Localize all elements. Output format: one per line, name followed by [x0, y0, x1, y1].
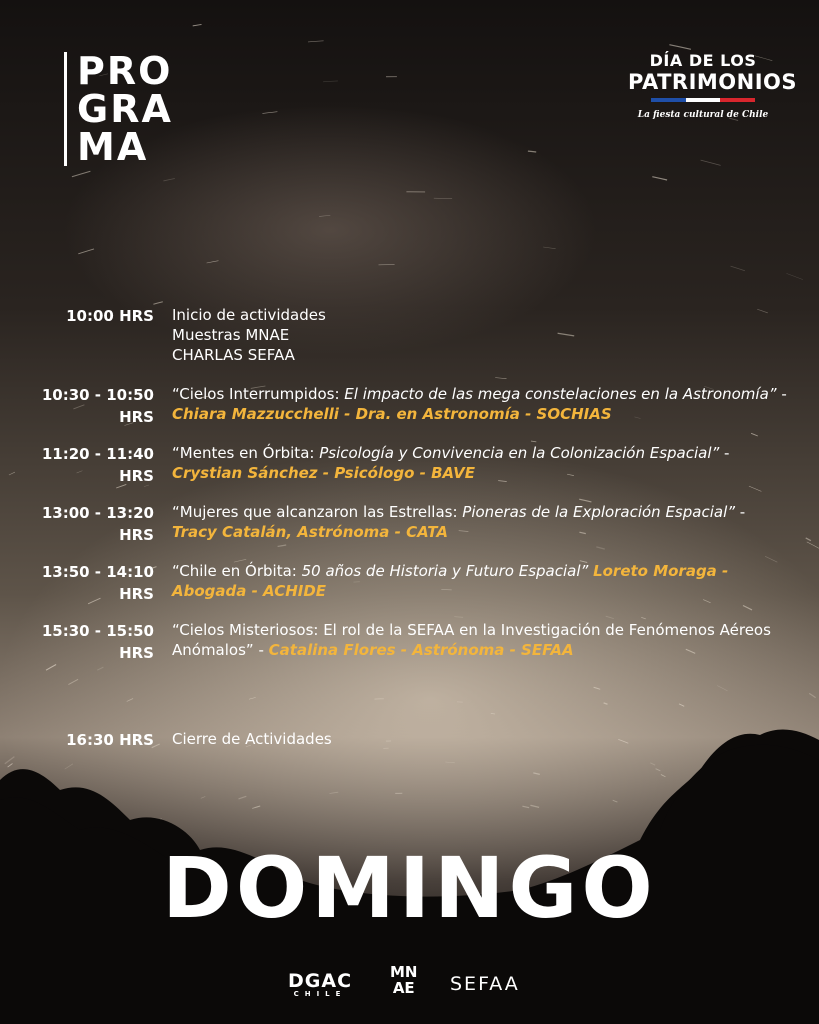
- speaker: Catalina Flores - Astrónoma - SEFAA: [268, 641, 574, 659]
- programa-title: [64, 49, 173, 169]
- schedule-time: 13:50 - 14:10 HRS: [41, 563, 154, 603]
- schedule-time: 10:30 - 10:50 HRS: [41, 386, 154, 426]
- schedule-time: 16:30 HRS: [66, 731, 154, 749]
- schedule-time: 13:00 - 13:20 HRS: [41, 504, 154, 544]
- dgac-logo: DGAC CHILE: [288, 970, 353, 998]
- sponsor-logos: [0, 964, 819, 1004]
- speaker: Chiara Mazzucchelli - Dra. en Astronomía - SOCHIAS: [172, 405, 612, 423]
- programa-line: PRO: [77, 49, 173, 93]
- sefaa-logo: SEFAA: [450, 973, 520, 995]
- schedule-description: “Cielos Interrumpidos: El impacto de las mega constelaciones en la Astronomía” - Chiara Mazzucchelli - Dra. en Astronomía - SOCHIAS: [172, 385, 787, 423]
- day-title: DOMINGO: [162, 839, 657, 937]
- schedule-description: “Chile en Órbita: 50 años de Historia y Futuro Espacial” Loreto Moraga - Abogada - ACHIDE: [172, 562, 729, 600]
- schedule-time: 15:30 - 15:50 HRS: [41, 622, 154, 662]
- speaker: Crystian Sánchez - Psicólogo - BAVE: [172, 464, 475, 482]
- schedule-description: Cierre de Actividades: [172, 730, 332, 748]
- logo-line-1: DÍA DE LOS: [649, 51, 757, 70]
- schedule-description: Inicio de actividades Muestras MNAE CHARLAS SEFAA: [172, 306, 326, 364]
- programa-line: MA: [77, 125, 149, 169]
- programa-line: GRA: [77, 87, 173, 131]
- schedule-time: 10:00 HRS: [66, 307, 154, 325]
- logo-line-2: PATRIMONIOS: [628, 70, 798, 94]
- speaker: Tracy Catalán, Astrónoma - CATA: [172, 523, 448, 541]
- speaker: Loreto Moraga - Abogada - ACHIDE: [172, 562, 729, 600]
- flag-color-bar: [651, 98, 755, 102]
- dia-de-los-patrimonios-logo: [628, 51, 798, 120]
- mnae-logo: MN AE: [390, 963, 418, 997]
- schedule-description: “Cielos Misteriosos: El rol de la SEFAA en la Investigación de Fenómenos Aéreos Anómalos” - Catalina Flores - Astrónoma - SEFAA: [172, 621, 771, 659]
- schedule-time: 11:20 - 11:40 HRS: [41, 445, 154, 485]
- schedule-description: “Mujeres que alcanzaron las Estrellas: Pioneras de la Exploración Espacial” - Tracy Catalán, Astrónoma - CATA: [172, 503, 746, 541]
- schedule-description: “Mentes en Órbita: Psicología y Convivencia en la Colonización Espacial” - Crystian Sánchez - Psicólogo - BAVE: [172, 444, 730, 482]
- logo-tagline: La fiesta cultural de Chile: [637, 110, 769, 120]
